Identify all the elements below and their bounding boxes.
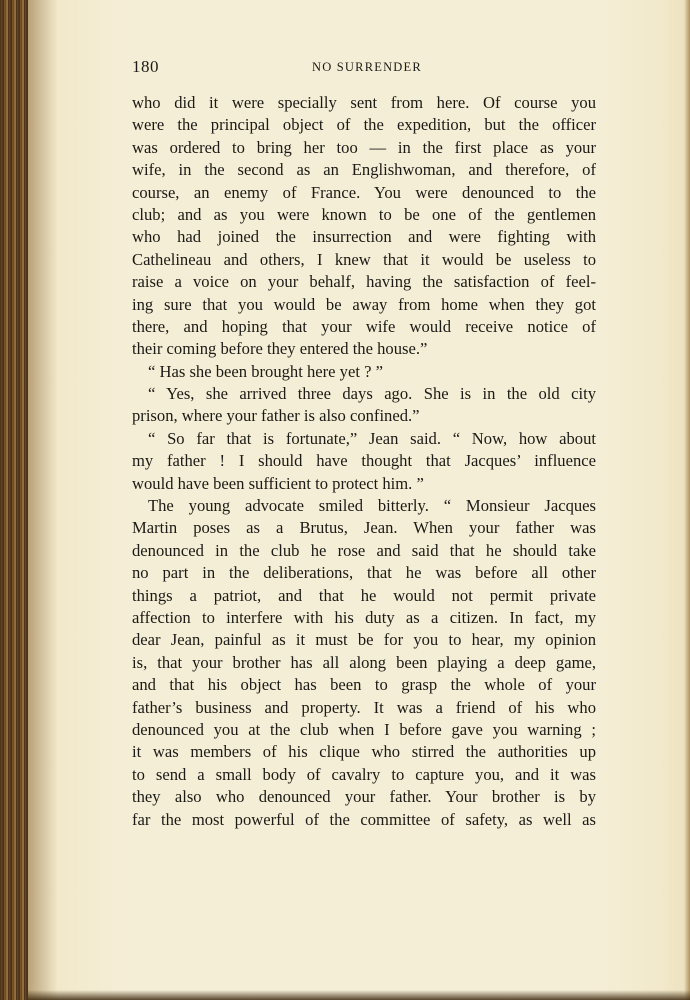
text-line: no part in the deliberations, that he was before all other [132, 563, 596, 583]
text-line: dear Jean, painful as it must be for you to hear, my opinion [132, 630, 596, 650]
text-line: wife, in the second as an Englishwoman, and therefore, of [132, 160, 596, 180]
text-line: it was members of his clique who stirred the authorities up [132, 742, 596, 762]
running-head: NO SURRENDER [312, 60, 422, 74]
text-line: denounced in the club he rose and said that he should take [132, 540, 596, 560]
page-header [132, 57, 596, 79]
text-line: ing sure that you would be away from home when they got [132, 294, 596, 314]
text-line: Cathelineau and others, I knew that it would be useless to [132, 249, 596, 269]
body-text [132, 92, 596, 831]
text-line: they also who denounced your father. Your brother is by [132, 787, 596, 807]
gutter-shadow [28, 0, 58, 1000]
text-line: club; and as you were known to be one of the gentlemen [132, 204, 596, 224]
text-line: course, an enemy of France. You were denounced to the [132, 182, 596, 202]
text-line: who had joined the insurrection and were fighting with [132, 227, 596, 247]
text-line: “ Yes, she arrived three days ago. She is in the old city [148, 384, 596, 404]
text-line: who did it were specially sent from here. Of course you [132, 93, 596, 112]
page-right-edge [684, 0, 690, 1000]
text-line: father’s business and property. It was a friend of his who [132, 697, 596, 717]
text-line: The young advocate smiled bitterly. “ Monsieur Jacques [148, 496, 596, 516]
page-bottom-edge [28, 990, 690, 1000]
text-line: prison, where your father is also confined.” [132, 406, 420, 426]
text-line: Martin poses as a Brutus, Jean. When your father was [132, 518, 596, 538]
text-line: was ordered to bring her too — in the first place as your [132, 137, 596, 157]
text-line: their coming before they entered the house.” [132, 339, 428, 359]
text-line: would have been sufficient to protect him. ” [132, 473, 424, 493]
text-line: is, that your brother has all along been playing a deep game, [132, 652, 596, 672]
text-line: “ So far that is fortunate,” Jean said. “ Now, how about [148, 428, 596, 448]
text-line: my father ! I should have thought that Jacques’ influence [132, 451, 596, 471]
text-line: denounced you at the club when I before gave you warning ; [132, 719, 596, 739]
text-line: there, and hoping that your wife would receive notice of [132, 316, 596, 336]
text-line: were the principal object of the expedition, but the officer [132, 115, 596, 135]
text-line: to send a small body of cavalry to capture you, and it was [132, 764, 596, 784]
text-line: raise a voice on your behalf, having the satisfaction of feel- [132, 272, 596, 292]
page-number: 180 [132, 57, 159, 76]
text-line: and that his object has been to grasp the whole of your [132, 675, 596, 695]
text-line: far the most powerful of the committee of safety, as well as [132, 809, 596, 829]
book-binding-gutter [0, 0, 28, 1000]
text-line: things a patriot, and that he would not permit private [132, 585, 596, 605]
text-line: “ Has she been brought here yet ? ” [148, 361, 383, 381]
text-line: affection to interfere with his duty as a citizen. In fact, my [132, 607, 596, 627]
